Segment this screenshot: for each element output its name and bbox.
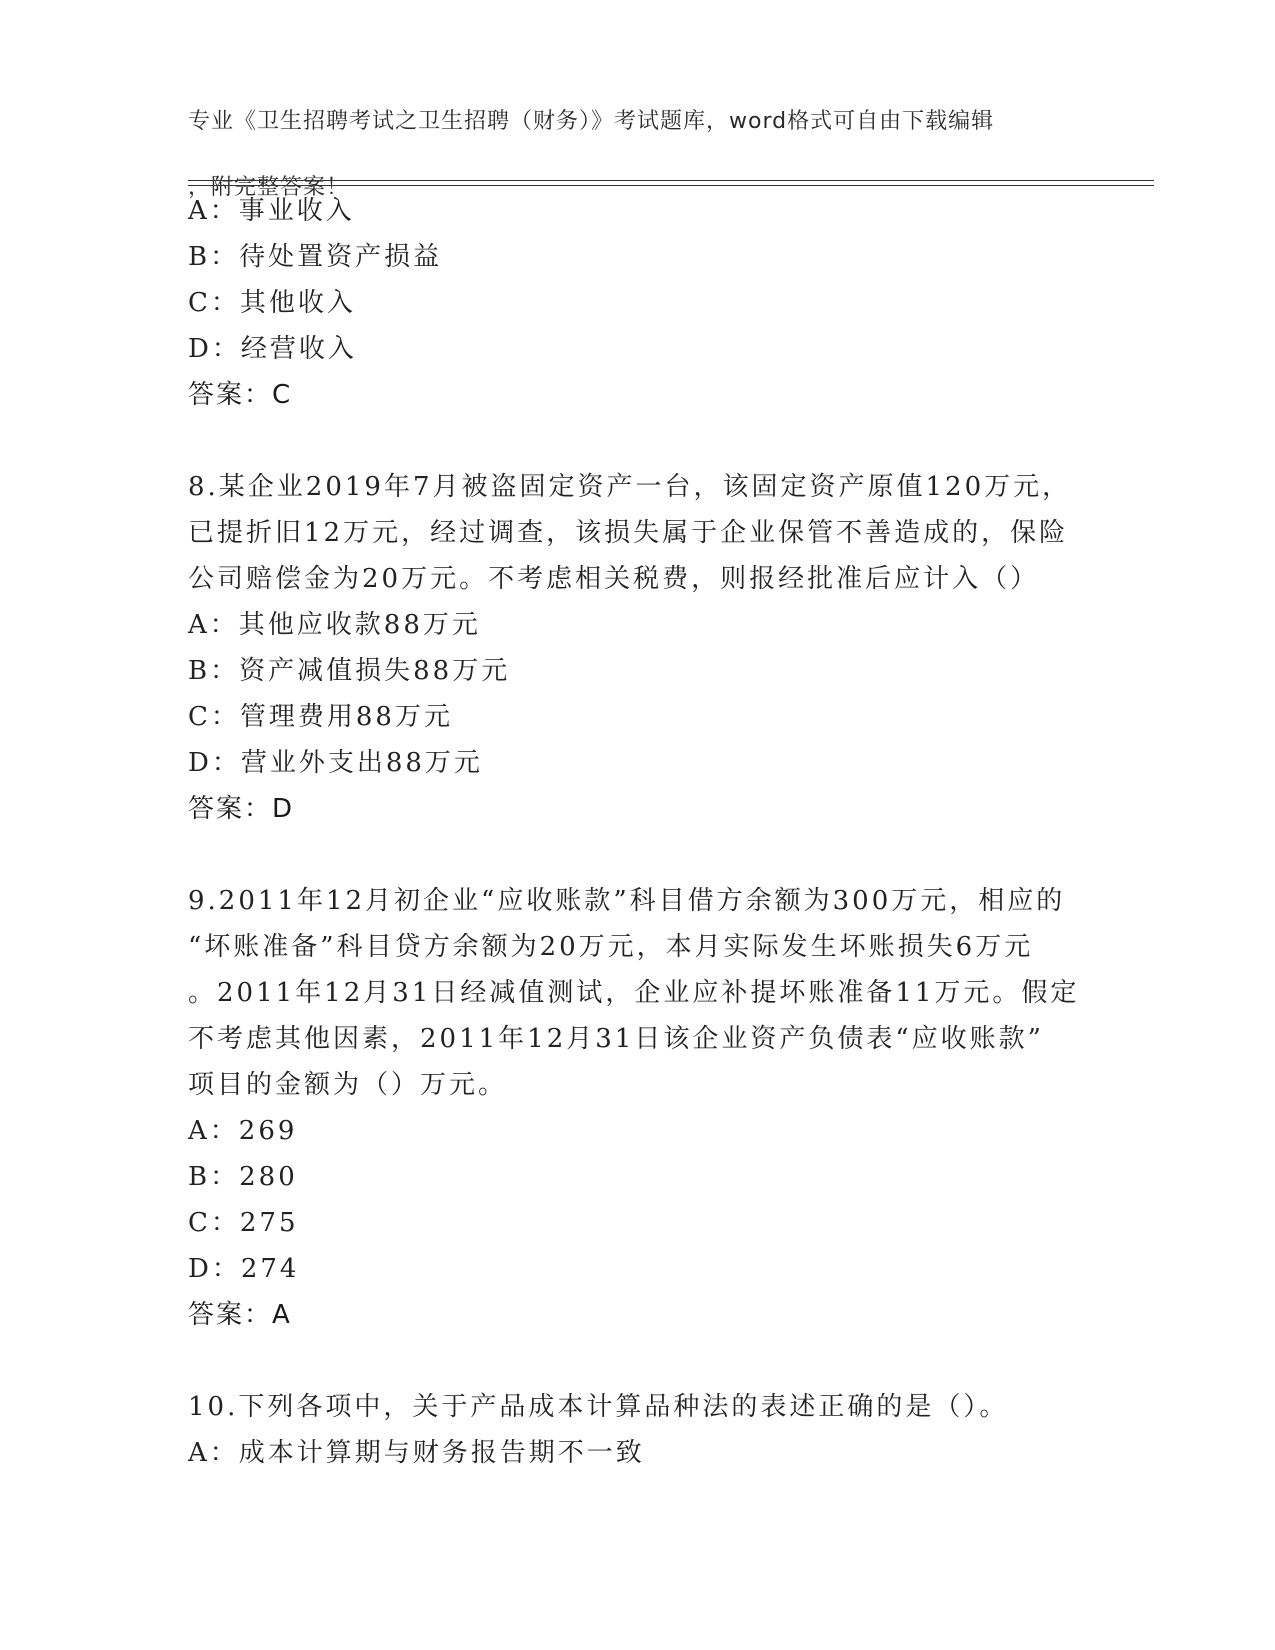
option-a: A：269 bbox=[188, 1116, 298, 1146]
header-title-line-2: ，附完整答案！ bbox=[188, 175, 350, 200]
question-stem-line: 9.2011年12月初企业“应收账款”科目借方余额为300万元，相应的 bbox=[188, 886, 1066, 916]
question-8 bbox=[188, 464, 1088, 832]
spacer bbox=[188, 418, 1088, 464]
option-c: C：其他收入 bbox=[188, 288, 356, 318]
question-stem-line: 已提折旧12万元，经过调查，该损失属于企业保管不善造成的，保险 bbox=[188, 518, 1069, 548]
option-b: B：280 bbox=[188, 1162, 298, 1192]
option-a: A：成本计算期与财务报告期不一致 bbox=[188, 1438, 645, 1468]
header-title-line-1: 专业《卫生招聘考试之卫生招聘（财务）》考试题库，word格式可自由下载编辑 bbox=[188, 109, 995, 134]
question-9 bbox=[188, 878, 1088, 1338]
header-divider-bottom bbox=[188, 185, 1154, 186]
option-d: D：经营收入 bbox=[188, 334, 357, 364]
question-stem-line: 项目的金额为（）万元。 bbox=[188, 1070, 508, 1100]
spacer bbox=[188, 832, 1088, 878]
option-a: A：事业收入 bbox=[188, 196, 355, 226]
header-divider-top bbox=[188, 180, 1154, 181]
spacer bbox=[188, 1338, 1088, 1384]
question-stem-line: 。2011年12月31日经减值测试，企业应补提坏账准备11万元。假定 bbox=[188, 978, 1080, 1008]
question-stem-line: 8.某企业2019年7月被盗固定资产一台，该固定资产原值120万元， bbox=[188, 472, 1072, 502]
option-d: D：营业外支出88万元 bbox=[188, 748, 483, 778]
option-b: B：资产减值损失88万元 bbox=[188, 656, 511, 686]
option-c: C：275 bbox=[188, 1208, 299, 1238]
question-stem-line: “坏账准备”科目贷方余额为20万元，本月实际发生坏账损失6万元 bbox=[188, 932, 1034, 962]
question-10 bbox=[188, 1384, 1088, 1476]
answer: 答案：C bbox=[188, 380, 293, 410]
answer: 答案：D bbox=[188, 794, 295, 824]
question-stem-line: 公司赔偿金为20万元。不考虑相关税费，则报经批准后应计入（） bbox=[188, 564, 1040, 594]
question-stem-line: 10.下列各项中，关于产品成本计算品种法的表述正确的是（）。 bbox=[188, 1392, 1009, 1422]
option-b: B：待处置资产损益 bbox=[188, 242, 443, 272]
option-c: C：管理费用88万元 bbox=[188, 702, 453, 732]
question-list bbox=[188, 188, 1088, 1476]
question-stem-line: 不考虑其他因素，2011年12月31日该企业资产负债表“应收账款” bbox=[188, 1024, 1044, 1054]
option-a: A：其他应收款88万元 bbox=[188, 610, 481, 640]
question-7 bbox=[188, 188, 1088, 418]
option-d: D：274 bbox=[188, 1254, 300, 1284]
answer: 答案：A bbox=[188, 1300, 292, 1330]
